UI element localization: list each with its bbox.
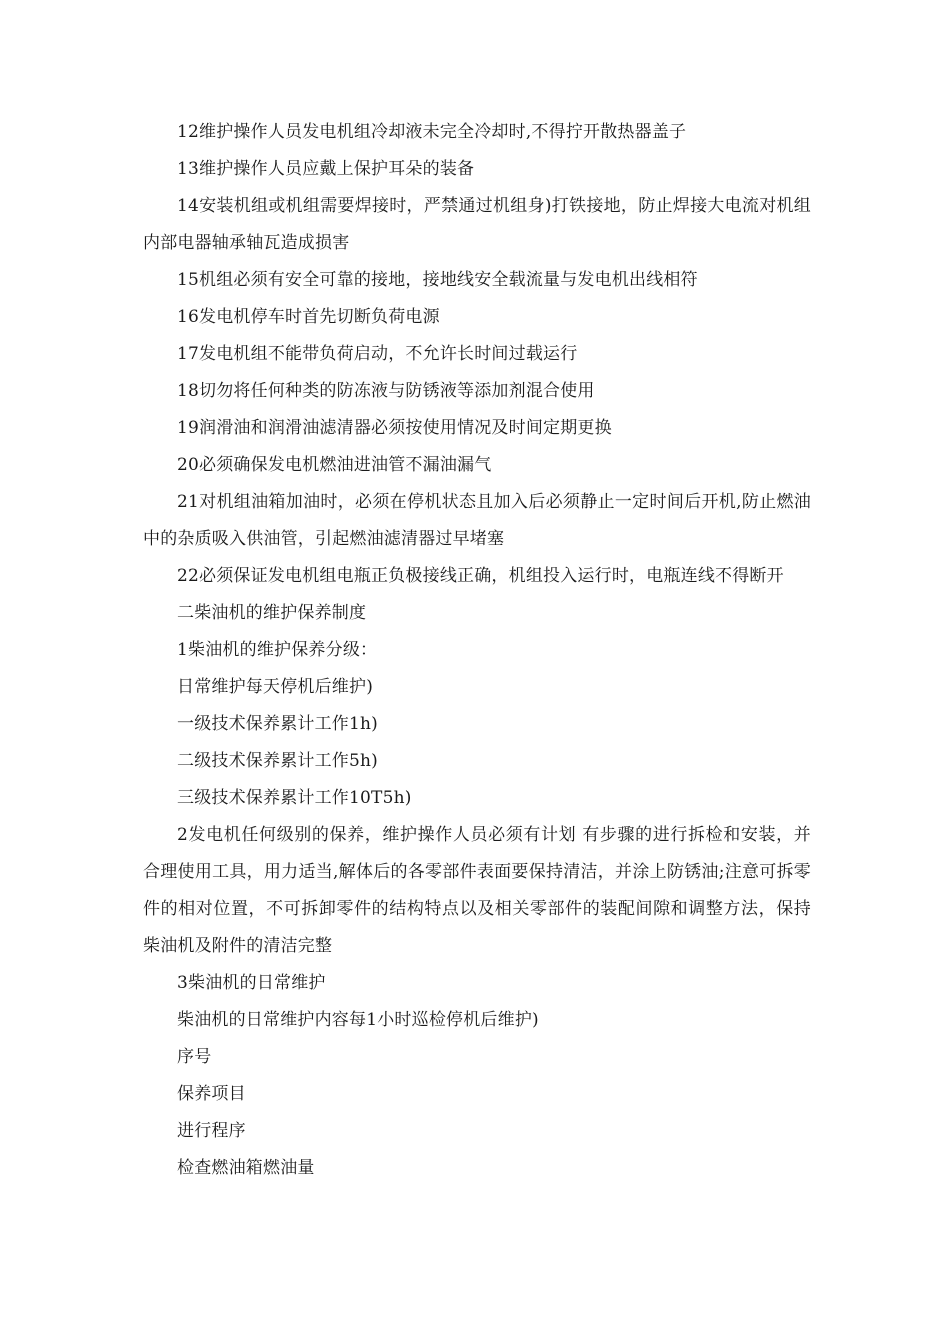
subheading-maintenance-levels: 1柴油机的维护保养分级： [177,640,378,660]
level-daily: 日常维护每天停机后维护) [177,677,374,697]
paragraph-maintenance-procedure: 2发电机任何级别的保养，维护操作人员必须有计划 有步骤的进行拆检和安装，并合理使用工具，用力适当,解体后的各零部件表面要保持清洁，并涂上防锈油;注意可拆零件的相对位置，不可拆卸零件的结构特点以及相关零部件的装配间隙和调整方法，保持柴油机及附件的清洁完整 [143,825,811,956]
paragraph-12: 12维护操作人员发电机组冷却液未完全冷却时,不得拧开散热器盖子 [177,122,687,142]
paragraph-18: 18切勿将任何种类的防冻液与防锈液等添加剂混合使用 [177,381,595,401]
table-header-procedure: 进行程序 [177,1121,246,1141]
table-header-item: 保养项目 [177,1084,246,1104]
paragraph-13: 13维护操作人员应戴上保护耳朵的装备 [177,159,475,179]
paragraph-20: 20必须确保发电机燃油进油管不漏油漏气 [177,455,492,475]
paragraph-15: 15机组必须有安全可靠的接地，接地线安全载流量与发电机出线相符 [177,270,698,290]
table-cell-check-fuel: 检查燃油箱燃油量 [177,1158,315,1178]
table-header-seq: 序号 [177,1047,212,1067]
level-first: 一级技术保养累计工作1h) [177,714,378,734]
paragraph-17: 17发电机组不能带负荷启动，不允许长时间过载运行 [177,344,578,364]
daily-maintenance-content: 柴油机的日常维护内容每1小时巡检停机后维护) [177,1010,539,1030]
paragraph-16: 16发电机停车时首先切断负荷电源 [177,307,440,327]
section-heading-maintenance-system: 二柴油机的维护保养制度 [177,603,367,623]
level-second: 二级技术保养累计工作5h) [177,751,378,771]
document-page [143,114,811,1187]
subheading-daily-maintenance: 3柴油机的日常维护 [177,973,326,993]
level-third: 三级技术保养累计工作10T5h) [177,788,412,808]
paragraph-14: 14安装机组或机组需要焊接时，严禁通过机组身)打铁接地，防止焊接大电流对机组内部电器轴承轴瓦造成损害 [143,196,811,253]
paragraph-19: 19润滑油和润滑油滤清器必须按使用情况及时间定期更换 [177,418,612,438]
paragraph-22: 22必须保证发电机组电瓶正负极接线正确，机组投入运行时，电瓶连线不得断开 [177,566,784,586]
paragraph-21: 21对机组油箱加油时，必须在停机状态且加入后必须静止一定时间后开机,防止燃油中的杂质吸入供油管，引起燃油滤清器过早堵塞 [143,492,811,549]
